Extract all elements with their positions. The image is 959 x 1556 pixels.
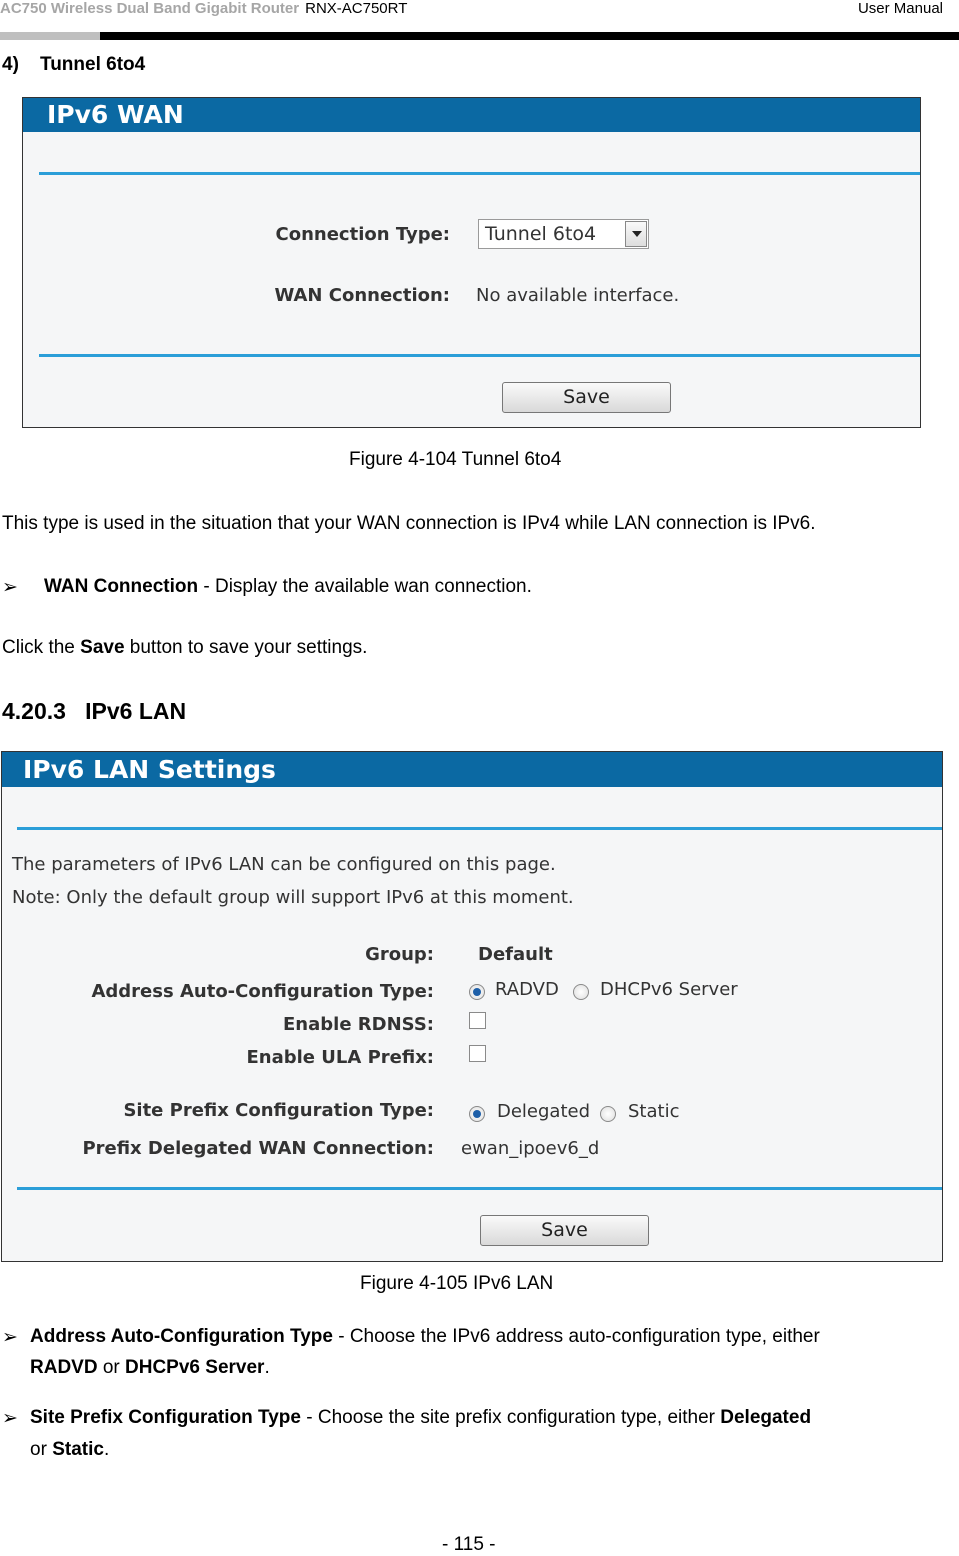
text: or (30, 1439, 53, 1460)
ula-label: Enable ULA Prefix: (246, 1047, 434, 1068)
intro-text: The parameters of IPv6 LAN can be configured on this page. (12, 854, 556, 875)
section-heading: 4.20.3 IPv6 LAN (2, 698, 187, 724)
radvd-radio[interactable] (469, 984, 485, 1000)
panel-title: IPv6 LAN Settings (2, 752, 942, 787)
rdnss-checkbox[interactable] (469, 1012, 486, 1029)
figure-caption: Figure 4-105 IPv6 LAN (360, 1273, 554, 1294)
term: WAN Connection (44, 576, 199, 597)
bullet-site-prefix (30, 1407, 811, 1429)
bullet-site-prefix-line2 (30, 1439, 109, 1461)
bullet-arrow-icon: ➢ (2, 577, 18, 598)
static-label: Static (628, 1101, 680, 1122)
prefix-wan-label: Prefix Delegated WAN Connection: (82, 1138, 434, 1159)
bullet-arrow-icon: ➢ (2, 1408, 18, 1429)
connection-type-select[interactable] (478, 219, 649, 249)
dhcpv6-radio[interactable] (573, 984, 589, 1000)
bullet-wan-connection (44, 576, 532, 598)
text: . (264, 1357, 270, 1378)
desc: - Display the available wan connection. (198, 576, 532, 597)
term: Delegated (720, 1407, 812, 1428)
delegated-label: Delegated (497, 1101, 591, 1122)
text: Click the (2, 637, 81, 658)
connection-type-label: Connection Type: (275, 224, 450, 245)
wan-connection-value: No available interface. (476, 285, 680, 306)
site-prefix-label: Site Prefix Configuration Type: (123, 1100, 434, 1121)
product-name: AC750 Wireless Dual Band Gigabit Router (0, 0, 300, 17)
term: Address Auto-Configuration Type (30, 1326, 333, 1347)
model-number: RNX-AC750RT (305, 0, 408, 17)
bullet-address-type-line2 (30, 1357, 270, 1379)
term: DHCPv6 Server (125, 1357, 265, 1378)
click-save-sentence (2, 637, 367, 659)
chevron-down-icon[interactable] (625, 221, 647, 247)
term: Site Prefix Configuration Type (30, 1407, 301, 1428)
paragraph: This type is used in the situation that your WAN connection is IPv4 while LAN connection is IPv6. (2, 513, 816, 534)
save-button[interactable]: Save (502, 382, 671, 413)
static-radio[interactable] (600, 1106, 616, 1122)
desc: - Choose the site prefix configuration type, either (300, 1407, 721, 1428)
note-text: Note: Only the default group will support IPv6 at this moment. (12, 887, 574, 908)
radvd-label: RADVD (495, 979, 559, 1000)
page-number: - 115 - (442, 1534, 496, 1555)
header-product (0, 0, 407, 17)
term: Static (52, 1439, 104, 1460)
group-label: Group: (365, 944, 434, 965)
dhcpv6-label: DHCPv6 Server (600, 979, 738, 1000)
divider (17, 827, 942, 830)
divider (39, 172, 920, 175)
wan-connection-label: WAN Connection: (274, 285, 450, 306)
ula-checkbox[interactable] (469, 1045, 486, 1062)
text: . (103, 1439, 110, 1460)
header-rule-grey (0, 32, 100, 40)
text: or (97, 1357, 126, 1378)
delegated-radio[interactable] (469, 1106, 485, 1122)
header-rule-black (100, 32, 959, 40)
panel-title: IPv6 WAN (23, 98, 920, 132)
bullet-address-type (30, 1326, 820, 1348)
term: Save (80, 637, 125, 658)
bullet-arrow-icon: ➢ (2, 1327, 18, 1348)
save-button[interactable]: Save (480, 1215, 649, 1246)
subsection-heading: 4) Tunnel 6to4 (2, 54, 146, 75)
figure-caption: Figure 4-104 Tunnel 6to4 (349, 449, 562, 470)
ipv6-wan-panel (22, 97, 921, 428)
prefix-wan-value: ewan_ipoev6_d (461, 1138, 600, 1159)
term: RADVD (30, 1357, 98, 1378)
header-doc-type: User Manual (857, 0, 943, 17)
text: button to save your settings. (124, 637, 368, 658)
group-value: Default (478, 944, 553, 965)
divider (17, 1187, 942, 1190)
divider (39, 354, 920, 357)
connection-type-value: Tunnel 6to4 (485, 223, 597, 245)
address-type-label: Address Auto-Configuration Type: (91, 981, 434, 1002)
desc: - Choose the IPv6 address auto-configuration type, either (332, 1326, 820, 1347)
rdnss-label: Enable RDNSS: (283, 1014, 434, 1035)
ipv6-lan-panel (1, 751, 943, 1262)
